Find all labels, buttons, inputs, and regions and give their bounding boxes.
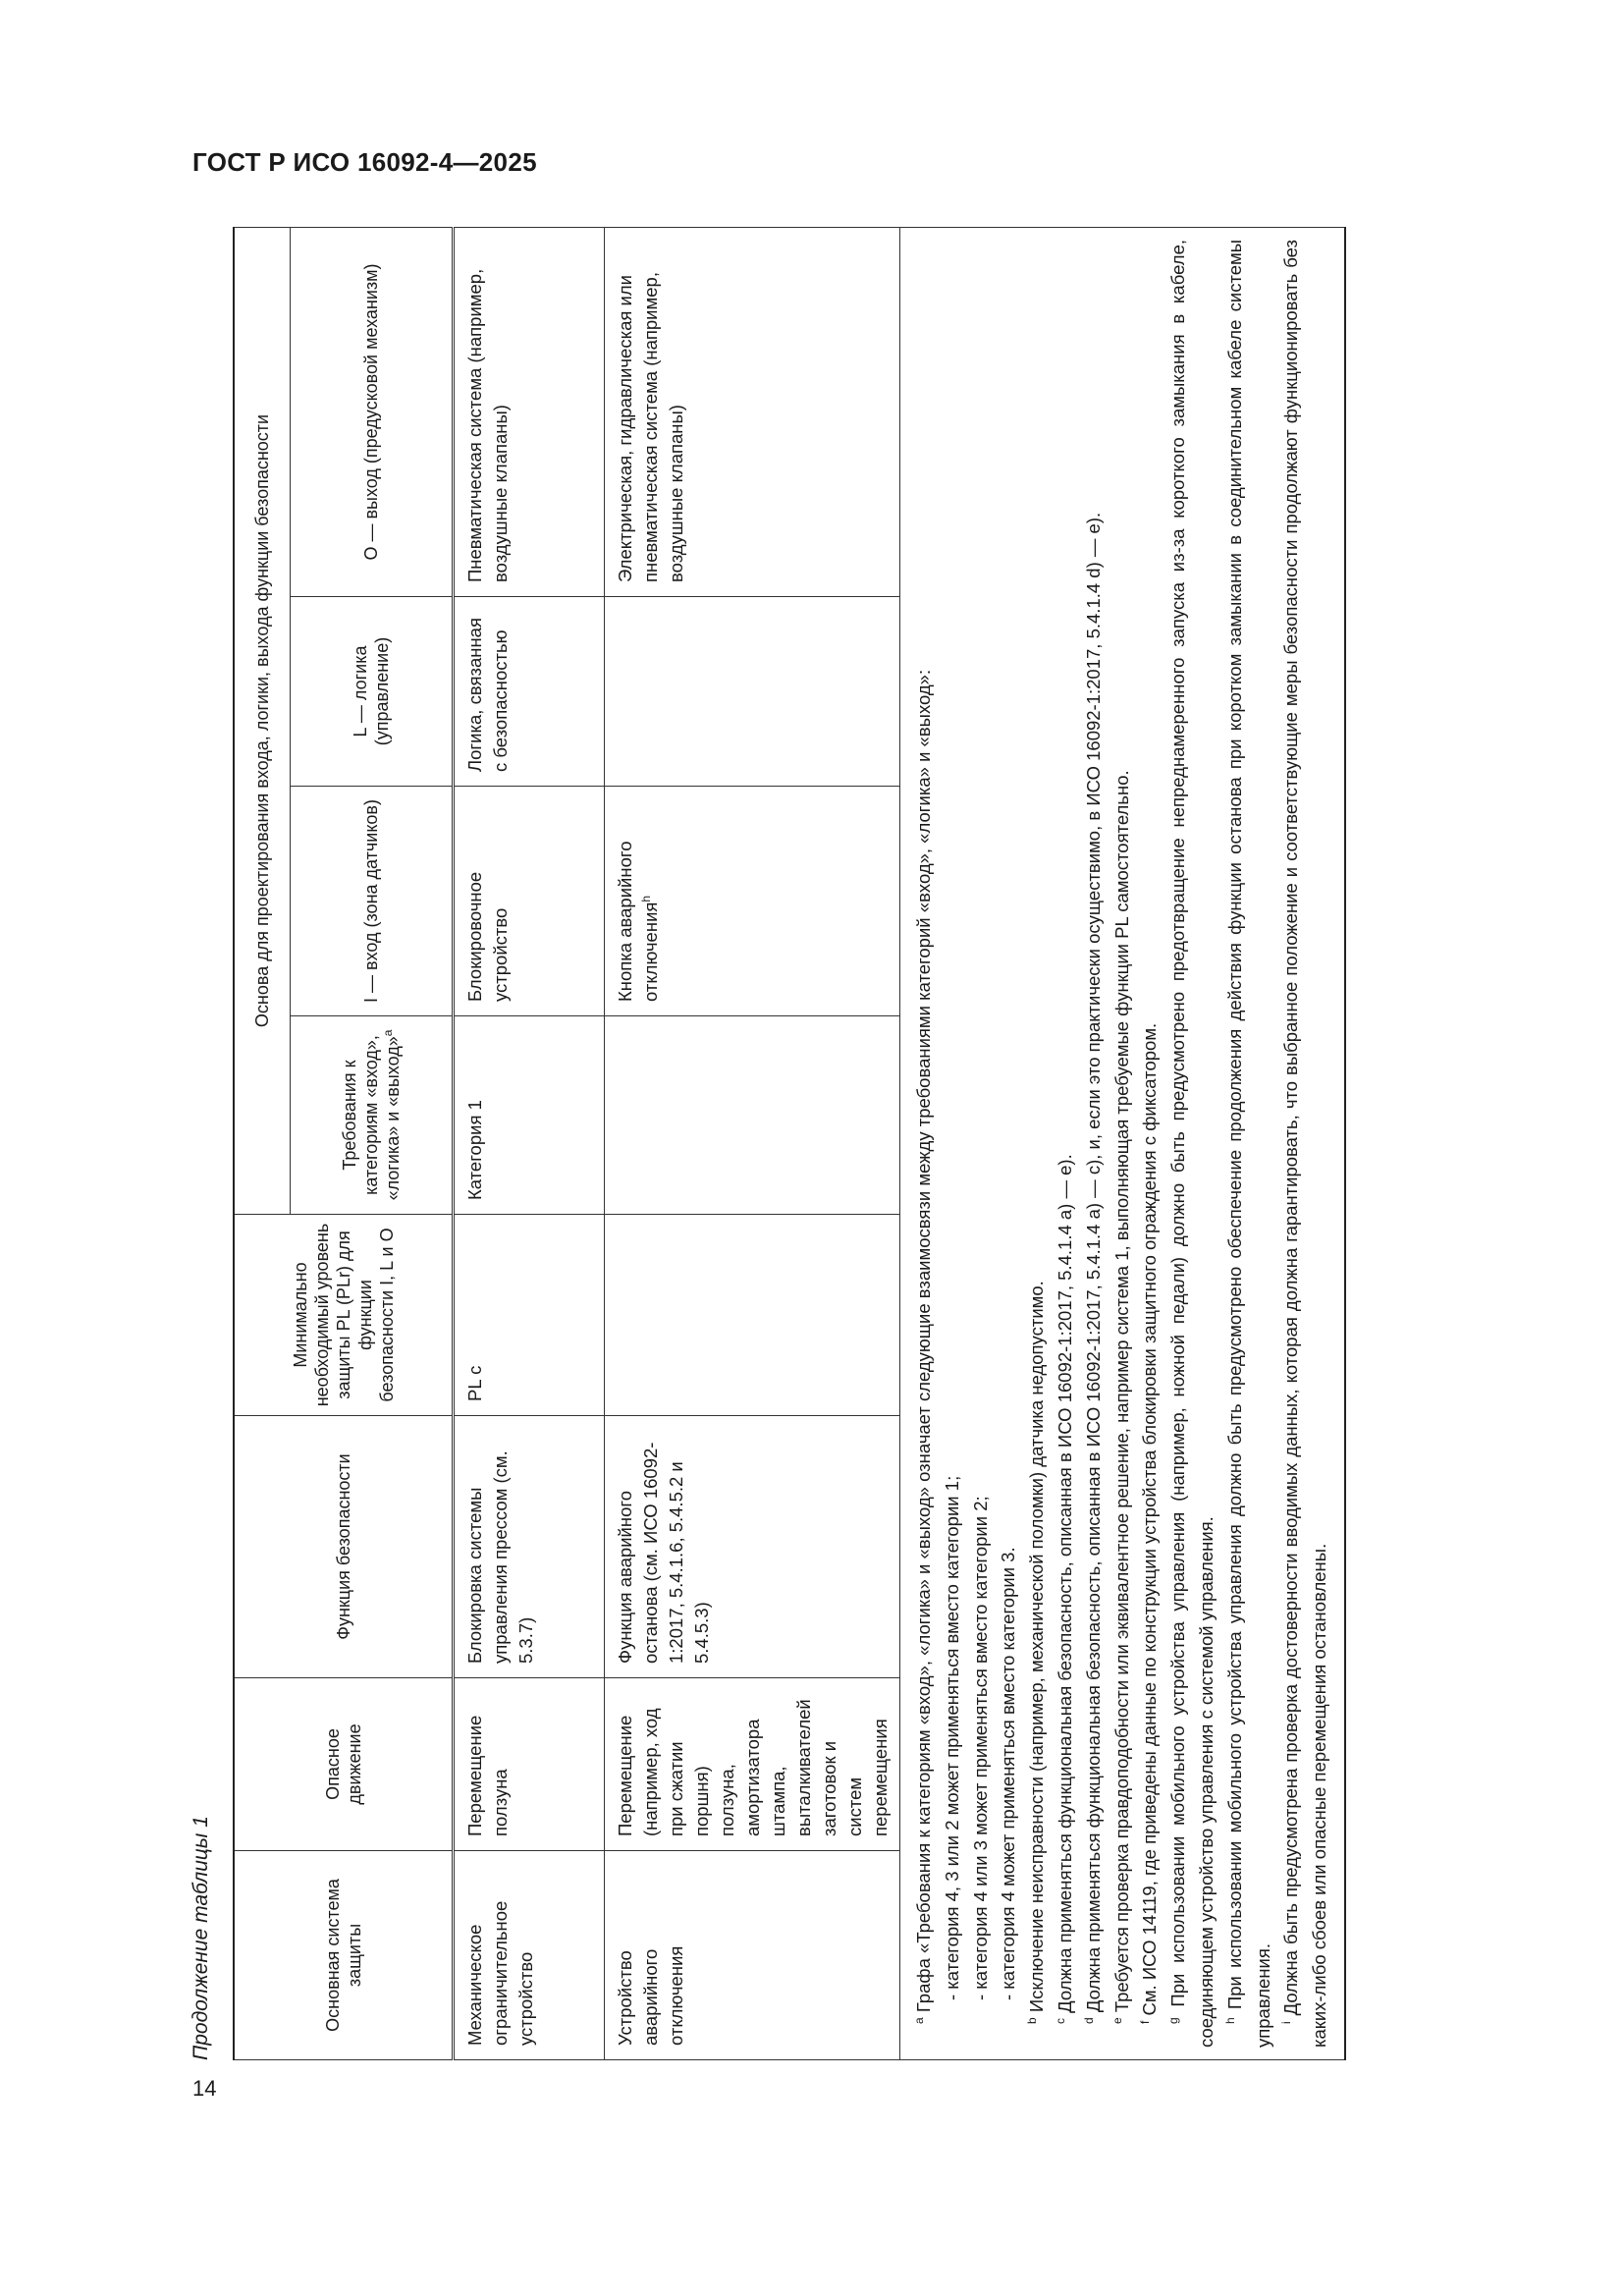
footnote-item [1164, 240, 1221, 2048]
footnote-item [1109, 240, 1137, 2048]
cell-input [454, 787, 605, 1016]
header-category-text: Требования к категориям «вход», «логика» и «выход» [340, 1035, 403, 1201]
cell-output: Электрическая, гидравлическая или пневматическая система (например, воздушные клапаны) [605, 227, 900, 596]
footnote-text: Должна быть предусмотрена проверка достоверности вводимых данных, которая должна гарантировать, что выбранное положение и соответствующие меры безопасности продолжают функционировать без каких-либо сбоев или опасные перемещения остановлены. [1280, 239, 1330, 2048]
cell-min-pl [605, 1215, 900, 1416]
footnote-mark: f [1138, 2020, 1153, 2024]
footnote-text: Должна применяться функциональная безопасность, описанная в ИСО 16092-1:2017, 5.4.1.4 a) — c), и, если это практически осуществимо, в ИСО 16092-1:2017, 5.4.1.4 d) — e). [1082, 512, 1104, 2018]
header-category-requirements [291, 1016, 454, 1215]
cell-output: Пневматическая система (например, воздушные клапаны) [454, 227, 605, 596]
header-main-system: Основная система защиты [234, 1851, 454, 2060]
footnote-mark: c [1053, 2018, 1067, 2024]
footnote-text: При использовании мобильного устройства управления (например, ножной педали) должно быть предусмотрено предотвращение непреднамеренного запуска из-за короткого замыкания в кабеле, соединяющем устройство управления с системой управления. [1167, 239, 1217, 2048]
cell-main-system: Механическое ограничительное устройство [454, 1851, 605, 2060]
footnote-text: Графа «Требования к категориям «вход», «логика» и «выход» означает следующие взаимосвязи между требованиями категорий «вход», «логика» и «выход»: [913, 669, 934, 2018]
footnote-item [1023, 240, 1052, 2048]
footnote-mark: i [1279, 2021, 1294, 2024]
cell-hazard-motion: Перемещение ползуна [454, 1678, 605, 1851]
footnote-text: Исключение неисправности (например, механической поломки) датчика недопустимо. [1026, 1281, 1048, 2018]
footnote-item [1277, 240, 1334, 2048]
cell-hazard-motion: Перемещение (например, ход при сжатии поршня) ползуна, амортизатора штампа, выталкивателей заготовок и систем перемещения [605, 1678, 900, 1851]
cell-category: Категория 1 [454, 1016, 605, 1215]
cell-main-system: Устройство аварийного отключения [605, 1851, 900, 2060]
header-design-basis: Основа для проектирования входа, логики, выхода функции безопасности [234, 227, 291, 1214]
footnote-item [995, 240, 1023, 2048]
footnote-mark: a [911, 2017, 926, 2024]
cell-logic [605, 597, 900, 787]
footnote-text: См. ИСО 14119, где приведены данные по конструкции устройства блокировки защитного ограждения с фиксатором. [1139, 1022, 1161, 2021]
safety-table [233, 227, 1346, 2060]
header-safety-function: Функция безопасности [234, 1416, 454, 1678]
cell-input-text: Кнопка аварийного отключения [615, 841, 661, 1002]
footnote-mark: d [1081, 2017, 1096, 2024]
footnote-ref-a: a [381, 1029, 395, 1037]
table-caption: Продолжение таблицы 1 [189, 1816, 212, 2060]
footnote-mark: b [1025, 2017, 1040, 2024]
footnote-mark: h [1222, 2017, 1237, 2024]
header-input: I — вход (зона датчиков) [291, 787, 454, 1016]
cell-input-text: Блокировочное устройство [464, 871, 511, 1002]
table-row [454, 227, 605, 2059]
document-header: ГОСТ Р ИСО 16092-4—2025 [192, 147, 537, 177]
footnote-ref-h: h [638, 895, 653, 902]
rotated-page-content [189, 228, 1414, 2060]
footnote-item [1080, 240, 1109, 2048]
cell-min-pl: PL c [454, 1215, 605, 1416]
header-logic: L — логика (управление) [291, 597, 454, 787]
footnote-item [1052, 240, 1080, 2048]
page-number: 14 [192, 2076, 217, 2101]
cell-safety-function: Функция аварийного останова (см. ИСО 16092-1:2017, 5.4.1.6, 5.4.5.2 и 5.4.5.3) [605, 1416, 900, 1678]
footnote-list [910, 240, 1334, 2048]
footnote-text: - категория 4, 3 или 2 может применяться вместо категории 1; [941, 1475, 962, 2000]
header-min-pl: Минимально необходимый уровень защиты PL (PLr) для функции безопасности I, L и O [234, 1215, 454, 1416]
footnote-item [1221, 240, 1278, 2048]
footnote-item [1136, 240, 1164, 2048]
footnote-item [967, 240, 996, 2048]
footnote-mark: e [1109, 2017, 1124, 2024]
cell-input [605, 787, 900, 1016]
cell-logic: Логика, связанная с безопасностью [454, 597, 605, 787]
cell-category [605, 1016, 900, 1215]
header-output: O — выход (предусковой механизм) [291, 227, 454, 596]
footnote-item [939, 240, 967, 2048]
cell-safety-function: Блокировка системы управления прессом (см. 5.3.7) [454, 1416, 605, 1678]
header-hazard-motion: Опасное движение [234, 1678, 454, 1851]
footnote-item [910, 240, 939, 2048]
footnote-text: При использовании мобильного устройства управления должно быть предусмотрено обеспечение продолжения действия функции останова при коротком замыкании в соединительном кабеле системы управления. [1223, 239, 1273, 2048]
footnote-text: - категория 4 или 3 может применяться вместо категории 2; [969, 1496, 991, 2000]
footnote-text: Требуется проверка правдоподобности или эквивалентное решение, например система 1, выполняющая требуемые функции PL самостоятельно. [1110, 770, 1132, 2018]
footnote-text: Должна применяться функциональная безопасность, описанная в ИСО 16092-1:2017, 5.4.1.4 a) — e). [1054, 1154, 1075, 2018]
footnote-mark: g [1166, 2017, 1181, 2024]
table-row [605, 227, 900, 2059]
footnote-text: - категория 4 может применяться вместо категории 3. [998, 1547, 1019, 2000]
footnotes [900, 227, 1345, 2059]
